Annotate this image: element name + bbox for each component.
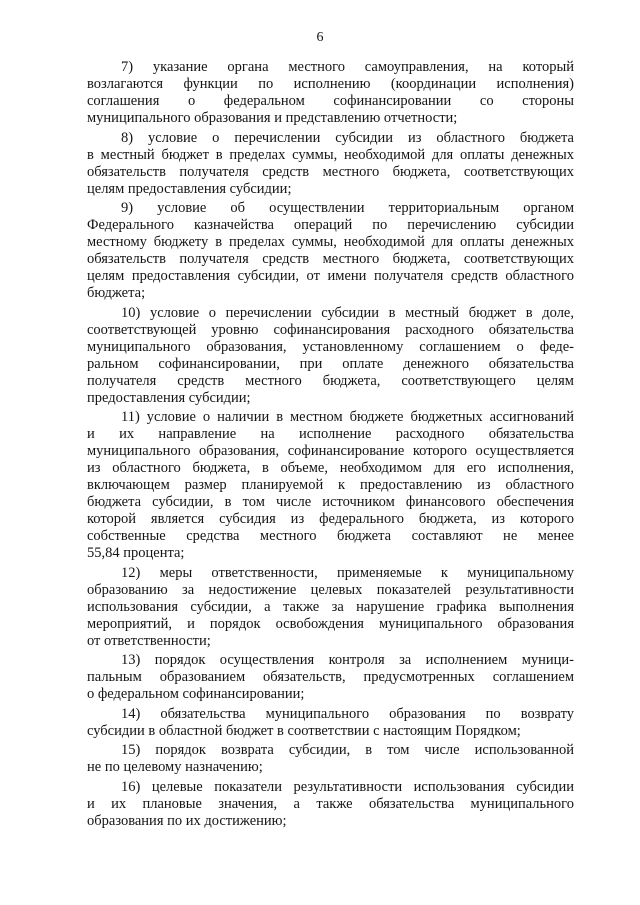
text-line: образованию за недостижение целевых показателей результативности (87, 581, 574, 598)
text-line: 10) условие о перечислении субсидии в местный бюджет в доле, (121, 304, 574, 321)
text-line: и их направление на исполнение расходного обязательства (87, 426, 574, 442)
document-body (87, 59, 574, 830)
text-line: Федерального казначейства операций по перечислению субсидии (87, 217, 574, 233)
text-line: образования по их достижению; (87, 812, 287, 829)
text-line: о федеральном софинансировании; (87, 686, 305, 702)
text-line: 55,84 процента; (87, 545, 185, 561)
text-line: 14) обязательства муниципального образования по возврату (121, 705, 574, 722)
text-line: предоставления субсидии; (87, 389, 251, 406)
text-line: бюджета субсидии, в том числе источником финансового обеспечения (87, 494, 574, 510)
text-line: включающем размер планируемой к предоставлению из областного (87, 477, 574, 493)
text-line: обязательств получателя средств местного бюджета, соответствующих (87, 251, 574, 267)
text-line: использования субсидии, а также за нарушение графика выполнения (87, 598, 574, 615)
text-line: из областного бюджета, в объеме, необходимом для его исполнения, (87, 460, 574, 476)
text-line: 9) условие об осуществлении территориальным органом (121, 200, 574, 216)
text-line: ральном софинансировании, при оплате денежного обязательства (87, 355, 574, 372)
text-line: обязательств получателя средств местного бюджета, соответствующих (87, 163, 574, 180)
text-line: целям предоставления субсидии, от имени получателя средств областного (87, 268, 574, 284)
text-line: 15) порядок возврата субсидии, в том числе использованной (121, 742, 574, 758)
paragraph-7 (87, 59, 574, 127)
text-line: получателя средств местного бюджета, соответствующего целям (87, 372, 574, 389)
paragraph-13 (87, 652, 574, 703)
text-line: 7) указание органа местного самоуправления, на который (121, 59, 574, 75)
paragraph-15 (87, 742, 574, 776)
paragraph-11 (87, 409, 574, 562)
text-line: пальным образованием обязательств, предусмотренных соглашением (87, 669, 574, 685)
text-line: 12) меры ответственности, применяемые к муниципальному (121, 564, 574, 581)
text-line: в местный бюджет в пределах суммы, необходимой для оплаты денежных (87, 146, 574, 163)
text-line: 8) условие о перечислении субсидии из областного бюджета (121, 129, 574, 146)
paragraph-10 (87, 305, 574, 407)
text-line: от ответственности; (87, 632, 211, 649)
paragraph-9 (87, 200, 574, 302)
paragraph-14 (87, 706, 574, 740)
text-line: 16) целевые показатели результативности использования субсидии (121, 778, 574, 795)
text-line: бюджета; (87, 285, 146, 301)
text-line: мероприятий, и порядок освобождения муниципального образования (87, 615, 574, 632)
paragraph-16 (87, 779, 574, 830)
paragraph-8 (87, 130, 574, 198)
text-line: собственные средства местного бюджета составляют не менее (87, 528, 574, 544)
text-line: местному бюджету в пределах суммы, необходимой для оплаты денежных (87, 234, 574, 250)
text-line: муниципального образования, установленному соглашением о феде- (87, 338, 574, 355)
paragraph-12 (87, 565, 574, 650)
text-line: и их плановые значения, а также обязательства муниципального (87, 795, 574, 812)
text-line: целям предоставления субсидии; (87, 180, 292, 197)
text-line: субсидии в областной бюджет в соответствии с настоящим Порядком; (87, 722, 521, 739)
text-line: соглашения о федеральном софинансировании со стороны (87, 93, 574, 109)
text-line: не по целевому назначению; (87, 759, 263, 775)
text-line: соответствующей уровню софинансирования расходного обязательства (87, 321, 574, 338)
page-number: 6 (316, 30, 324, 45)
text-line: которой является субсидия из федерального бюджета, из которого (87, 511, 574, 527)
text-line: 13) порядок осуществления контроля за исполнением муници- (121, 652, 574, 668)
text-line: возлагаются функции по исполнению (координации исполнения) (87, 76, 574, 92)
text-line: муниципального образования и представлению отчетности; (87, 110, 458, 126)
text-line: 11) условие о наличии в местном бюджете бюджетных ассигнований (121, 409, 574, 425)
text-line: муниципального образования, софинансирование которого осуществляется (87, 443, 574, 459)
